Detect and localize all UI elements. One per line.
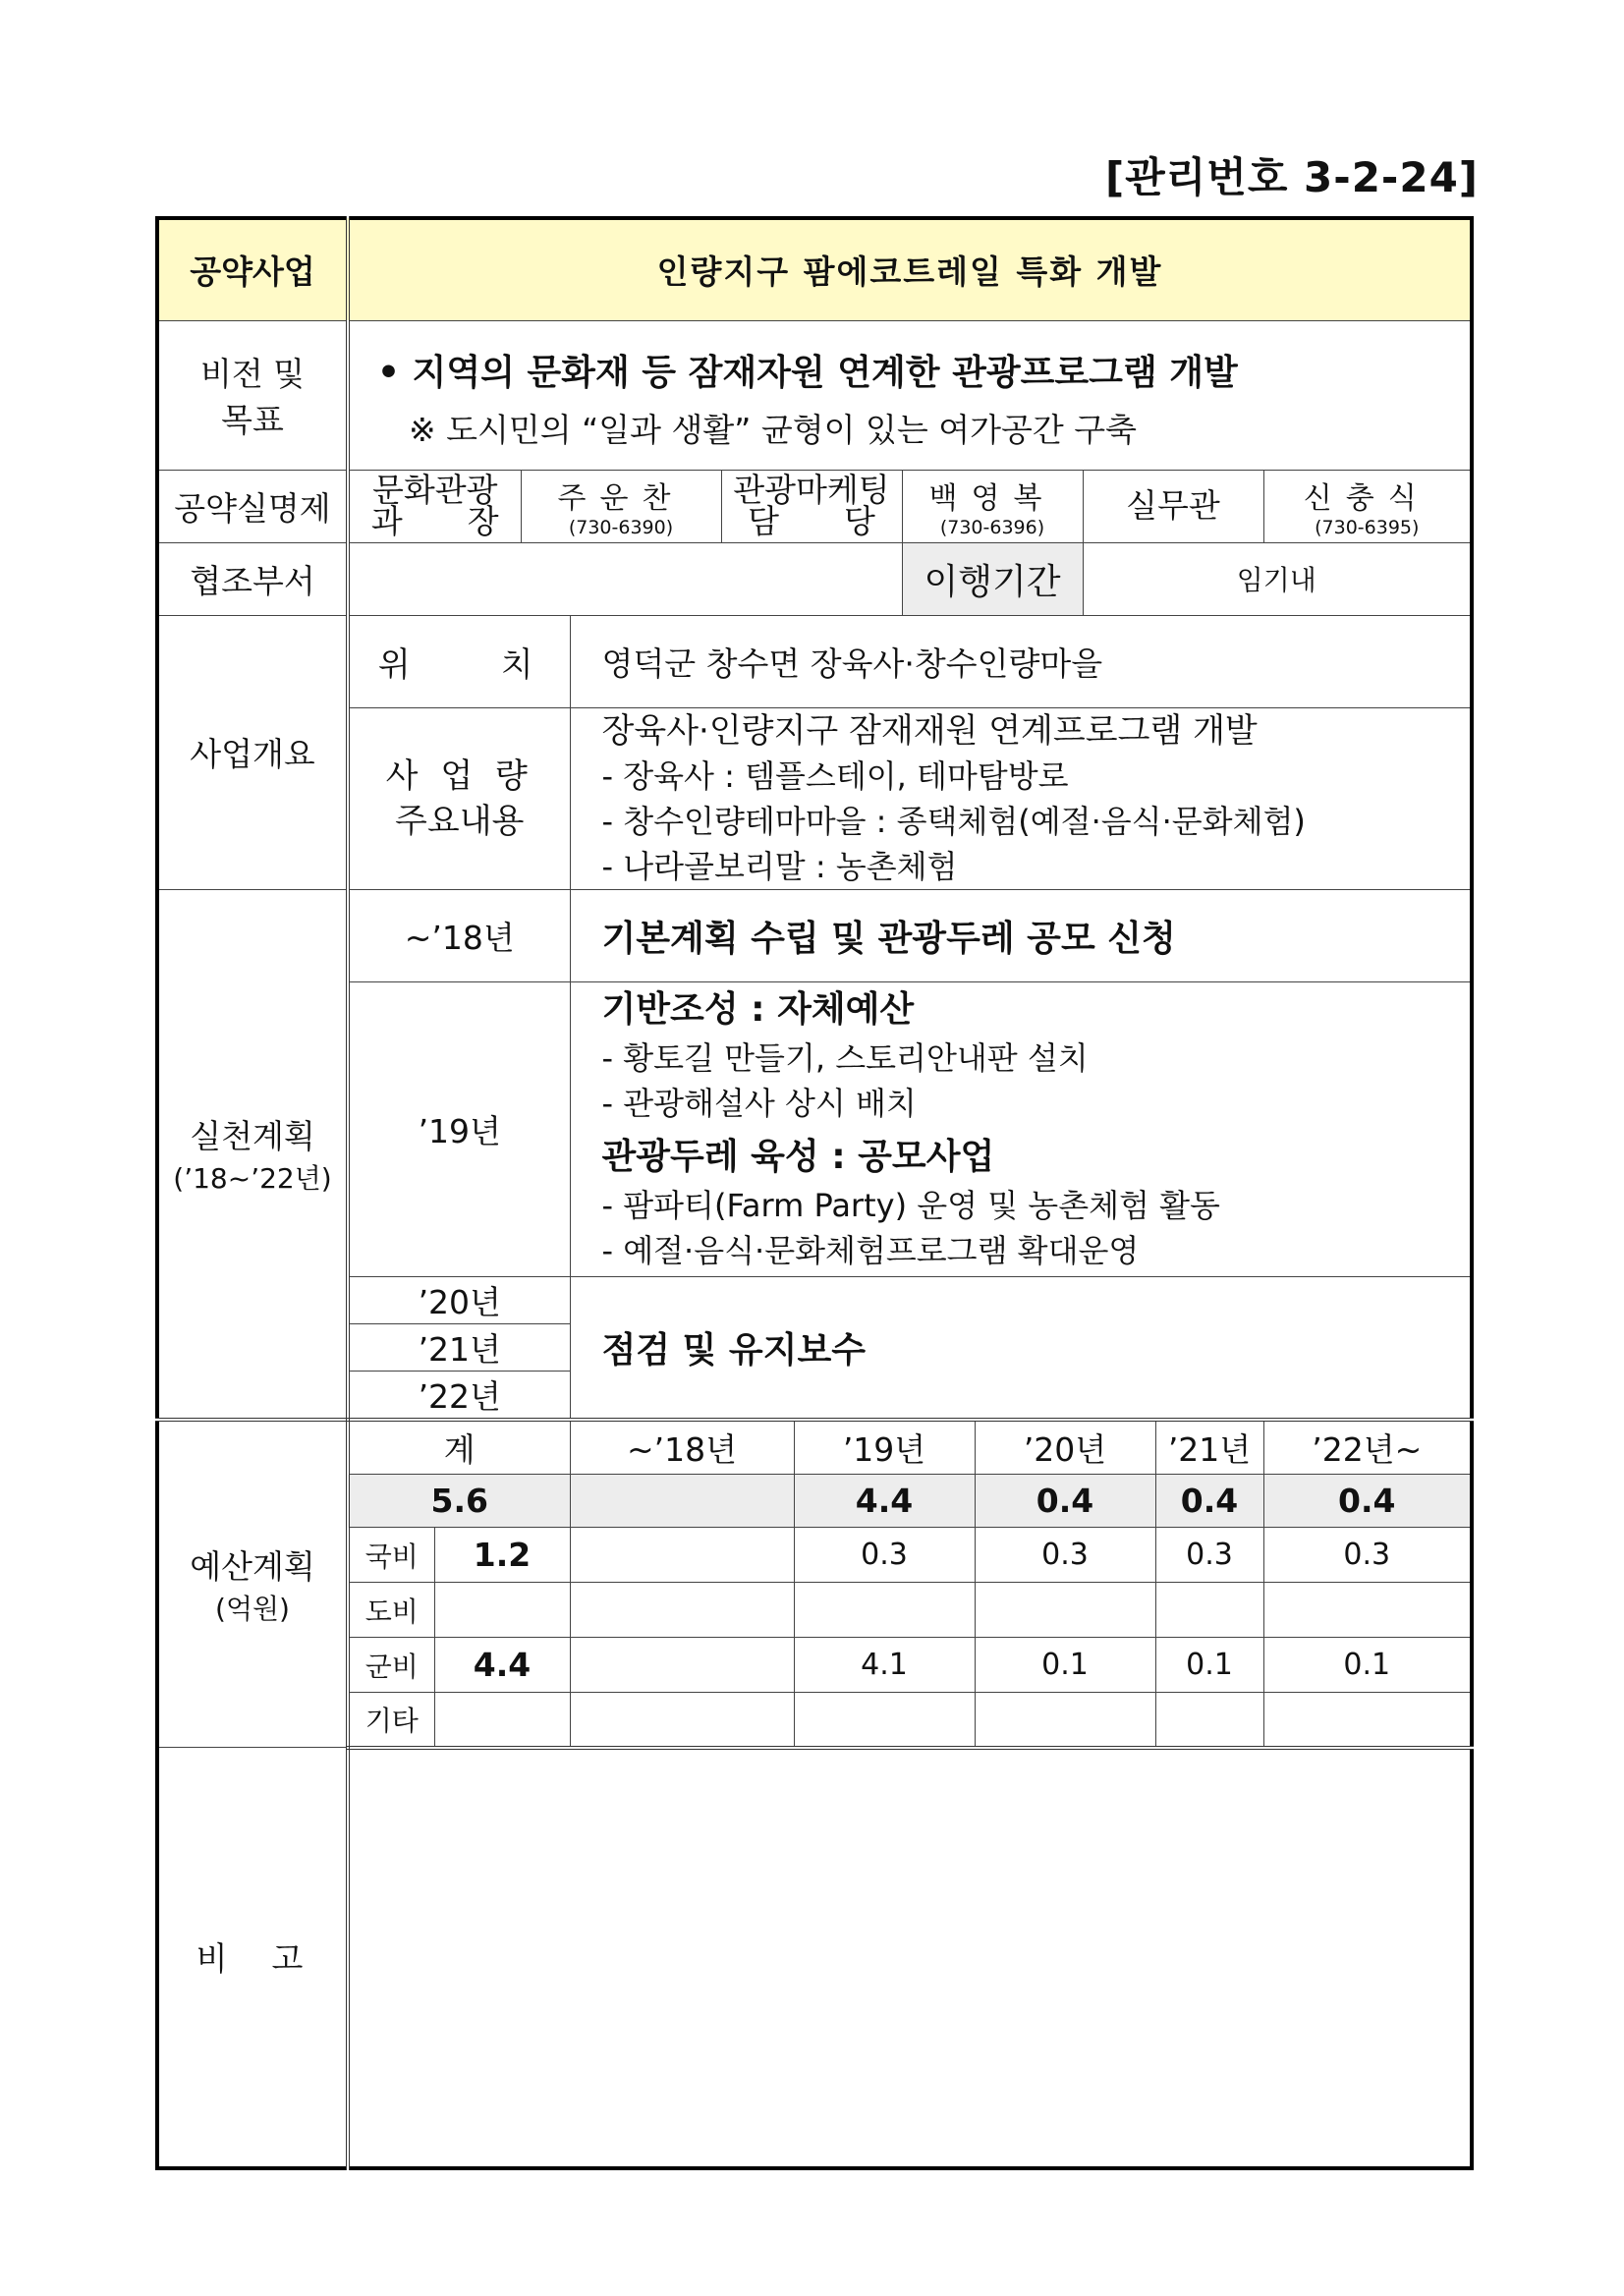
budget-total-19: 4.4 [794,1475,975,1528]
scope-item: - 창수인량테마마을 : 종택체험(예절·음식·문화체험) [601,802,1306,840]
plan-20-label: ’20년 [348,1276,570,1323]
overview-location-row [157,615,1472,707]
officer-2-name-cell [902,470,1083,542]
scope-label [348,707,570,889]
budget-row-label: 기타 [348,1693,434,1748]
period-label: 이행기간 [902,542,1083,615]
budget-row [157,1528,1472,1583]
plan-19-row [157,981,1472,1276]
plan-19-label: ’19년 [348,981,570,1276]
plan-18-row [157,889,1472,981]
remarks-row [157,1748,1472,2168]
header-label: 공약사업 [157,218,348,320]
officer-2-name: 백영복 [928,481,1056,516]
remarks-value [348,1748,1472,2168]
scope-title: 장육사·인량지구 잠재재원 연계프로그램 개발 [601,710,1258,751]
plan-18-label: ~’18년 [348,889,570,981]
scope-label-2: 주요내용 [395,801,525,841]
vision-label-line2: 목표 [221,401,284,439]
budget-total-20: 0.4 [975,1475,1155,1528]
overview-scope-row [157,707,1472,889]
officer-3-phone: (730-6395) [1315,517,1420,538]
plan-19-head-1: 기반조성 : 자체예산 [601,989,915,1030]
page-title: 인량지구 팜에코트레일 특화 개발 [348,218,1472,320]
plan-19-item: - 예절·음식·문화체험프로그램 확대운영 [601,1232,1140,1269]
officer-2-pos1: 관광마케팅 [733,471,890,509]
budget-cell [570,1693,794,1748]
plan-19-item: - 관광해설사 상시 배치 [601,1085,917,1122]
budget-row-label: 도비 [348,1583,434,1638]
budget-header-18: ~’18년 [570,1420,794,1475]
scope-item: - 나라골보리말 : 농촌체험 [601,847,958,885]
budget-total-21: 0.4 [1155,1475,1263,1528]
location-value: 영덕군 창수면 장육사·창수인량마을 [570,615,1472,707]
vision-label [157,320,348,470]
overview-label: 사업개요 [157,615,348,889]
budget-cell [570,1528,794,1583]
plan-label-cell [157,889,348,1420]
budget-cell: 0.1 [1155,1638,1263,1693]
location-label: 위 치 [348,615,570,707]
officer-3-name: 신충식 [1303,481,1430,516]
budget-cell: 0.3 [794,1528,975,1583]
cooperation-label: 협조부서 [157,542,348,615]
plan-20-22-value: 점검 및 유지보수 [570,1276,1472,1420]
budget-cell [570,1638,794,1693]
budget-cell: 0.3 [1263,1528,1472,1583]
vision-row [157,320,1472,470]
budget-header-total: 계 [348,1420,570,1475]
vision-label-line1: 비전 및 [199,355,306,393]
budget-cell: 0.1 [975,1638,1155,1693]
scope-label-1: 사 업 량 [385,756,533,796]
budget-header-20: ’20년 [975,1420,1155,1475]
cooperation-row [157,542,1472,615]
officer-1-pos1: 문화관광 [371,471,498,509]
budget-header-21: ’21년 [1155,1420,1263,1475]
budget-total-sum: 5.6 [348,1475,570,1528]
remarks-label: 비 고 [157,1748,348,2168]
plan-19-content [570,981,1472,1276]
officer-1-pos2: 과 장 [370,502,499,540]
budget-cell [1155,1583,1263,1638]
management-number: [관리번호 3-2-24] [1104,153,1479,201]
budget-row [157,1693,1472,1748]
officer-3-name-cell [1263,470,1472,542]
vision-sub: ※ 도시민의 “일과 생활” 균형이 있는 여가공간 구축 [409,411,1137,449]
budget-header-row [157,1420,1472,1475]
plan-19-item: - 팜파티(Farm Party) 운영 및 농촌체험 활동 [601,1187,1220,1224]
officer-1-phone: (730-6390) [568,517,674,538]
budget-header-19: ’19년 [794,1420,975,1475]
budget-cell [570,1583,794,1638]
officer-1-name-cell [521,470,721,542]
vision-main: • 지역의 문화재 등 잠재자원 연계한 관광프로그램 개발 [377,353,1238,393]
officer-2-pos2: 담 당 [748,502,875,540]
budget-cell [794,1583,975,1638]
budget-row-total: 1.2 [434,1528,570,1583]
budget-cell [1263,1693,1472,1748]
budget-cell: 0.3 [1155,1528,1263,1583]
budget-label: 예산계획 [190,1546,315,1586]
budget-cell [1263,1583,1472,1638]
cooperation-value [348,542,902,615]
budget-total-row [157,1475,1472,1528]
budget-cell: 4.1 [794,1638,975,1693]
budget-label-cell [157,1420,348,1748]
vision-content [348,320,1472,470]
officer-3-position [1083,470,1263,542]
plan-22-label: ’22년 [348,1371,570,1420]
plan-19-head-2: 관광두레 육성 : 공모사업 [601,1137,995,1177]
period-value: 임기내 [1083,542,1472,615]
budget-cell [975,1583,1155,1638]
plan-20-row [157,1276,1472,1323]
officers-row [157,470,1472,542]
plan-21-label: ’21년 [348,1323,570,1371]
header-row [157,218,1472,320]
budget-row-label: 국비 [348,1528,434,1583]
budget-row [157,1583,1472,1638]
scope-item: - 장육사 : 템플스테이, 테마탐방로 [601,756,1069,795]
scope-content [570,707,1472,889]
budget-row-total: 4.4 [434,1638,570,1693]
officer-3-pos1: 실무관 [1126,486,1220,525]
budget-cell: 0.1 [1263,1638,1472,1693]
budget-row-label: 군비 [348,1638,434,1693]
budget-sublabel: (억원) [215,1592,290,1625]
plan-19-item: - 황토길 만들기, 스토리안내판 설치 [601,1039,1089,1077]
budget-row [157,1638,1472,1693]
officer-2-phone: (730-6396) [939,517,1045,538]
budget-total-22: 0.4 [1263,1475,1472,1528]
budget-total-18 [570,1475,794,1528]
budget-cell [794,1693,975,1748]
plan-sublabel: (’18~’22년) [173,1161,332,1195]
plan-18-value: 기본계획 수립 및 관광두레 공모 신청 [570,889,1472,981]
budget-cell: 0.3 [975,1528,1155,1583]
officers-label: 공약실명제 [157,470,348,542]
budget-row-total [434,1693,570,1748]
officer-1-name: 주운찬 [557,481,685,516]
budget-row-total [434,1583,570,1638]
pledge-table [155,216,1474,2170]
plan-label: 실천계획 [190,1116,315,1155]
budget-header-22: ’22년~ [1263,1420,1472,1475]
officer-1-position [348,470,521,542]
budget-cell [975,1693,1155,1748]
officer-2-position [721,470,902,542]
budget-cell [1155,1693,1263,1748]
